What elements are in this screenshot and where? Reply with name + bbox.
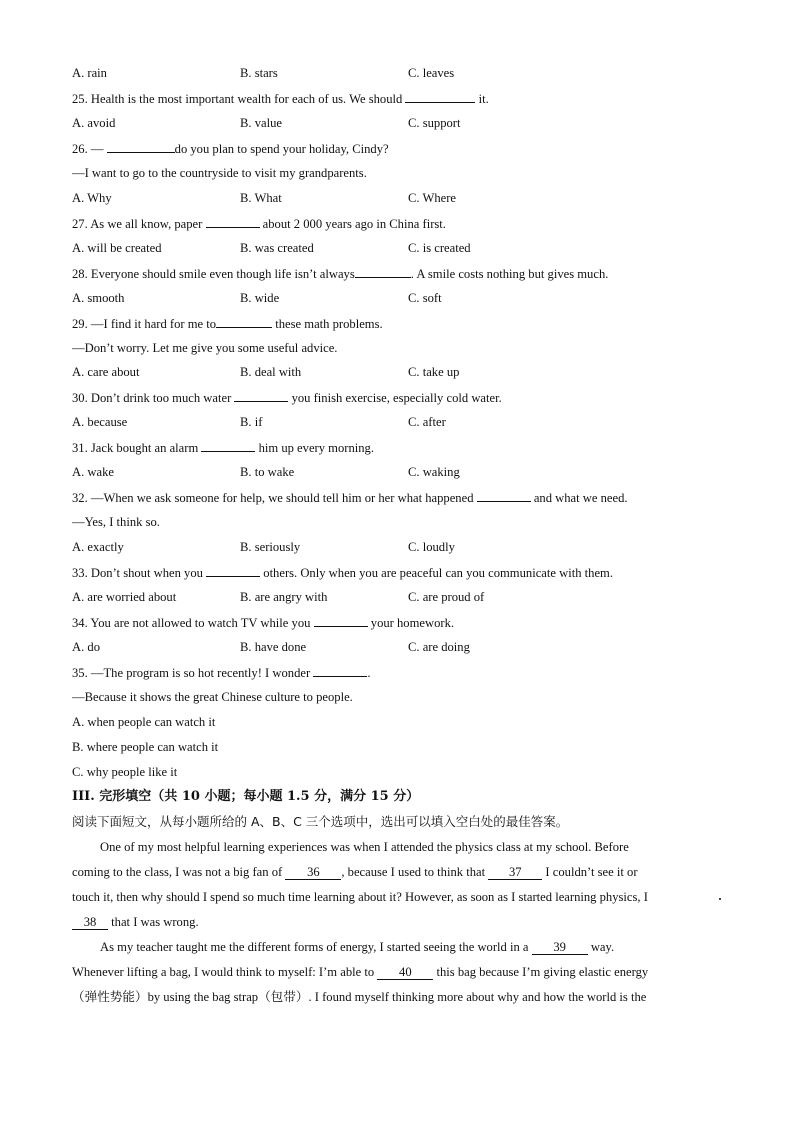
q28-option-a: A. smooth [72,291,125,305]
passage-text: this bag because I’m giving elastic energy [436,965,649,979]
passage-line-6 [72,964,648,980]
q26-option-a: A. Why [72,191,112,205]
question-32 [72,489,628,506]
question-text: him up every morning. [258,441,375,455]
q27-option-a: A. will be created [72,241,162,255]
passage-text: coming to the class, I was not a big fan of [72,865,283,879]
answer-blank [206,564,260,577]
blank-37: 37 [488,866,542,880]
answer-blank [234,389,288,402]
answer-blank [201,439,255,452]
q33-option-b: B. are angry with [240,590,328,604]
question-text: these math problems. [275,317,383,331]
passage-text: , because I used to think that [341,865,486,879]
q30-option-b: B. if [240,415,263,429]
answer-blank [313,664,367,677]
question-text: about 2 000 years ago in China first. [262,217,446,231]
q29-reply: —Don’t worry. Let me give you some useful advice. [72,341,338,355]
q30-option-a: A. because [72,415,128,429]
question-text: do you plan to spend your holiday, Cindy? [174,142,389,156]
passage-text: Whenever lifting a bag, I would think to myself: I’m able to [72,965,375,979]
passage-text: that I was wrong. [111,915,199,929]
q32-option-b: B. seriously [240,540,301,554]
question-text: 35. —The program is so hot recently! I wonder [72,666,311,680]
question-text: 34. You are not allowed to watch TV while you [72,616,311,630]
q33-option-a: A. are worried about [72,590,177,604]
q24-option-a: A. rain [72,66,107,80]
question-text: 31. Jack bought an alarm [72,441,199,455]
passage-line-3: touch it, then why should I spend so much time learning about it? However, as soon as I started learning physics, I [72,890,648,904]
q31-option-a: A. wake [72,465,114,479]
blank-39: 39 [532,941,588,955]
q35-option-c: C. why people like it [72,765,178,779]
question-34 [72,614,454,631]
blank-38: 38 [72,916,108,930]
answer-blank [206,215,260,228]
answer-blank [477,489,531,502]
question-30 [72,389,502,406]
blank-36: 36 [285,866,341,880]
q27-option-c: C. is created [408,241,471,255]
question-25 [72,90,489,107]
stray-mark [719,898,721,900]
q34-option-b: B. have done [240,640,307,654]
question-text: . A smile costs nothing but gives much. [410,267,609,281]
question-text: and what we need. [533,491,628,505]
question-text: others. Only when you are peaceful can you communicate with them. [263,566,613,580]
passage-text: way. [590,940,615,954]
q24-option-c: C. leaves [408,66,455,80]
passage-line-4 [72,914,199,930]
question-text: 27. As we all know, paper [72,217,203,231]
q32-option-c: C. loudly [408,540,455,554]
question-text: 32. —When we ask someone for help, we should tell him or her what happened [72,491,474,505]
q32-option-a: A. exactly [72,540,124,554]
q28-option-b: B. wide [240,291,280,305]
question-text: it. [478,92,489,106]
question-26 [72,140,389,157]
q29-option-a: A. care about [72,365,140,379]
question-text: 33. Don’t shout when you [72,566,203,580]
section-instruction: 阅读下面短文，从每小题所给的 A、B、C 三个选项中，选出可以填入空白处的最佳答案。 [72,814,569,829]
q34-option-c: C. are doing [408,640,470,654]
question-27 [72,215,446,232]
q29-option-c: C. take up [408,365,460,379]
q25-option-b: B. value [240,116,282,130]
q26-reply: —I want to go to the countryside to visit my grandparents. [72,166,367,180]
question-text: 26. — [72,142,104,156]
question-text: you finish exercise, especially cold water. [291,391,502,405]
question-text: 28. Everyone should smile even though life isn’t always [72,267,355,281]
question-35 [72,664,370,681]
q31-option-b: B. to wake [240,465,295,479]
q34-option-a: A. do [72,640,100,654]
answer-blank [355,265,411,278]
answer-blank [107,140,175,153]
question-29 [72,315,383,332]
q28-option-c: C. soft [408,291,442,305]
q24-option-b: B. stars [240,66,278,80]
question-28 [72,265,608,282]
question-text: your homework. [370,616,455,630]
passage-text: As my teacher taught me the different forms of energy, I started seeing the world in a [100,940,529,954]
q25-option-a: A. avoid [72,116,116,130]
question-text: 29. —I find it hard for me to [72,317,217,331]
q35-option-a: A. when people can watch it [72,715,216,729]
section-heading: III. 完形填空（共 10 小题；每小题 1.5 分，满分 15 分） [72,789,420,804]
q27-option-b: B. was created [240,241,314,255]
q32-reply: —Yes, I think so. [72,515,160,529]
passage-text: I couldn’t see it or [545,865,638,879]
q33-option-c: C. are proud of [408,590,485,604]
q25-option-c: C. support [408,116,461,130]
question-33 [72,564,613,581]
q35-option-b: B. where people can watch it [72,740,219,754]
q26-option-c: C. Where [408,191,457,205]
answer-blank [216,315,272,328]
q31-option-c: C. waking [408,465,460,479]
q35-reply: —Because it shows the great Chinese culture to people. [72,690,353,704]
answer-blank [405,90,475,103]
question-31 [72,439,374,456]
q30-option-c: C. after [408,415,446,429]
answer-blank [314,614,368,627]
question-text: . [367,666,371,680]
q26-option-b: B. What [240,191,282,205]
question-text: 25. Health is the most important wealth for each of us. We should [72,92,403,106]
passage-line-2 [72,864,638,880]
blank-40: 40 [377,966,433,980]
passage-line-7: （弹性势能）by using the bag strap（包带）. I found myself thinking more about why and how the world is the [72,990,647,1004]
question-text: 30. Don’t drink too much water [72,391,232,405]
passage-line-1: One of my most helpful learning experiences was when I attended the physics class at my school. Before [100,840,629,854]
passage-line-5 [100,939,614,955]
q29-option-b: B. deal with [240,365,302,379]
